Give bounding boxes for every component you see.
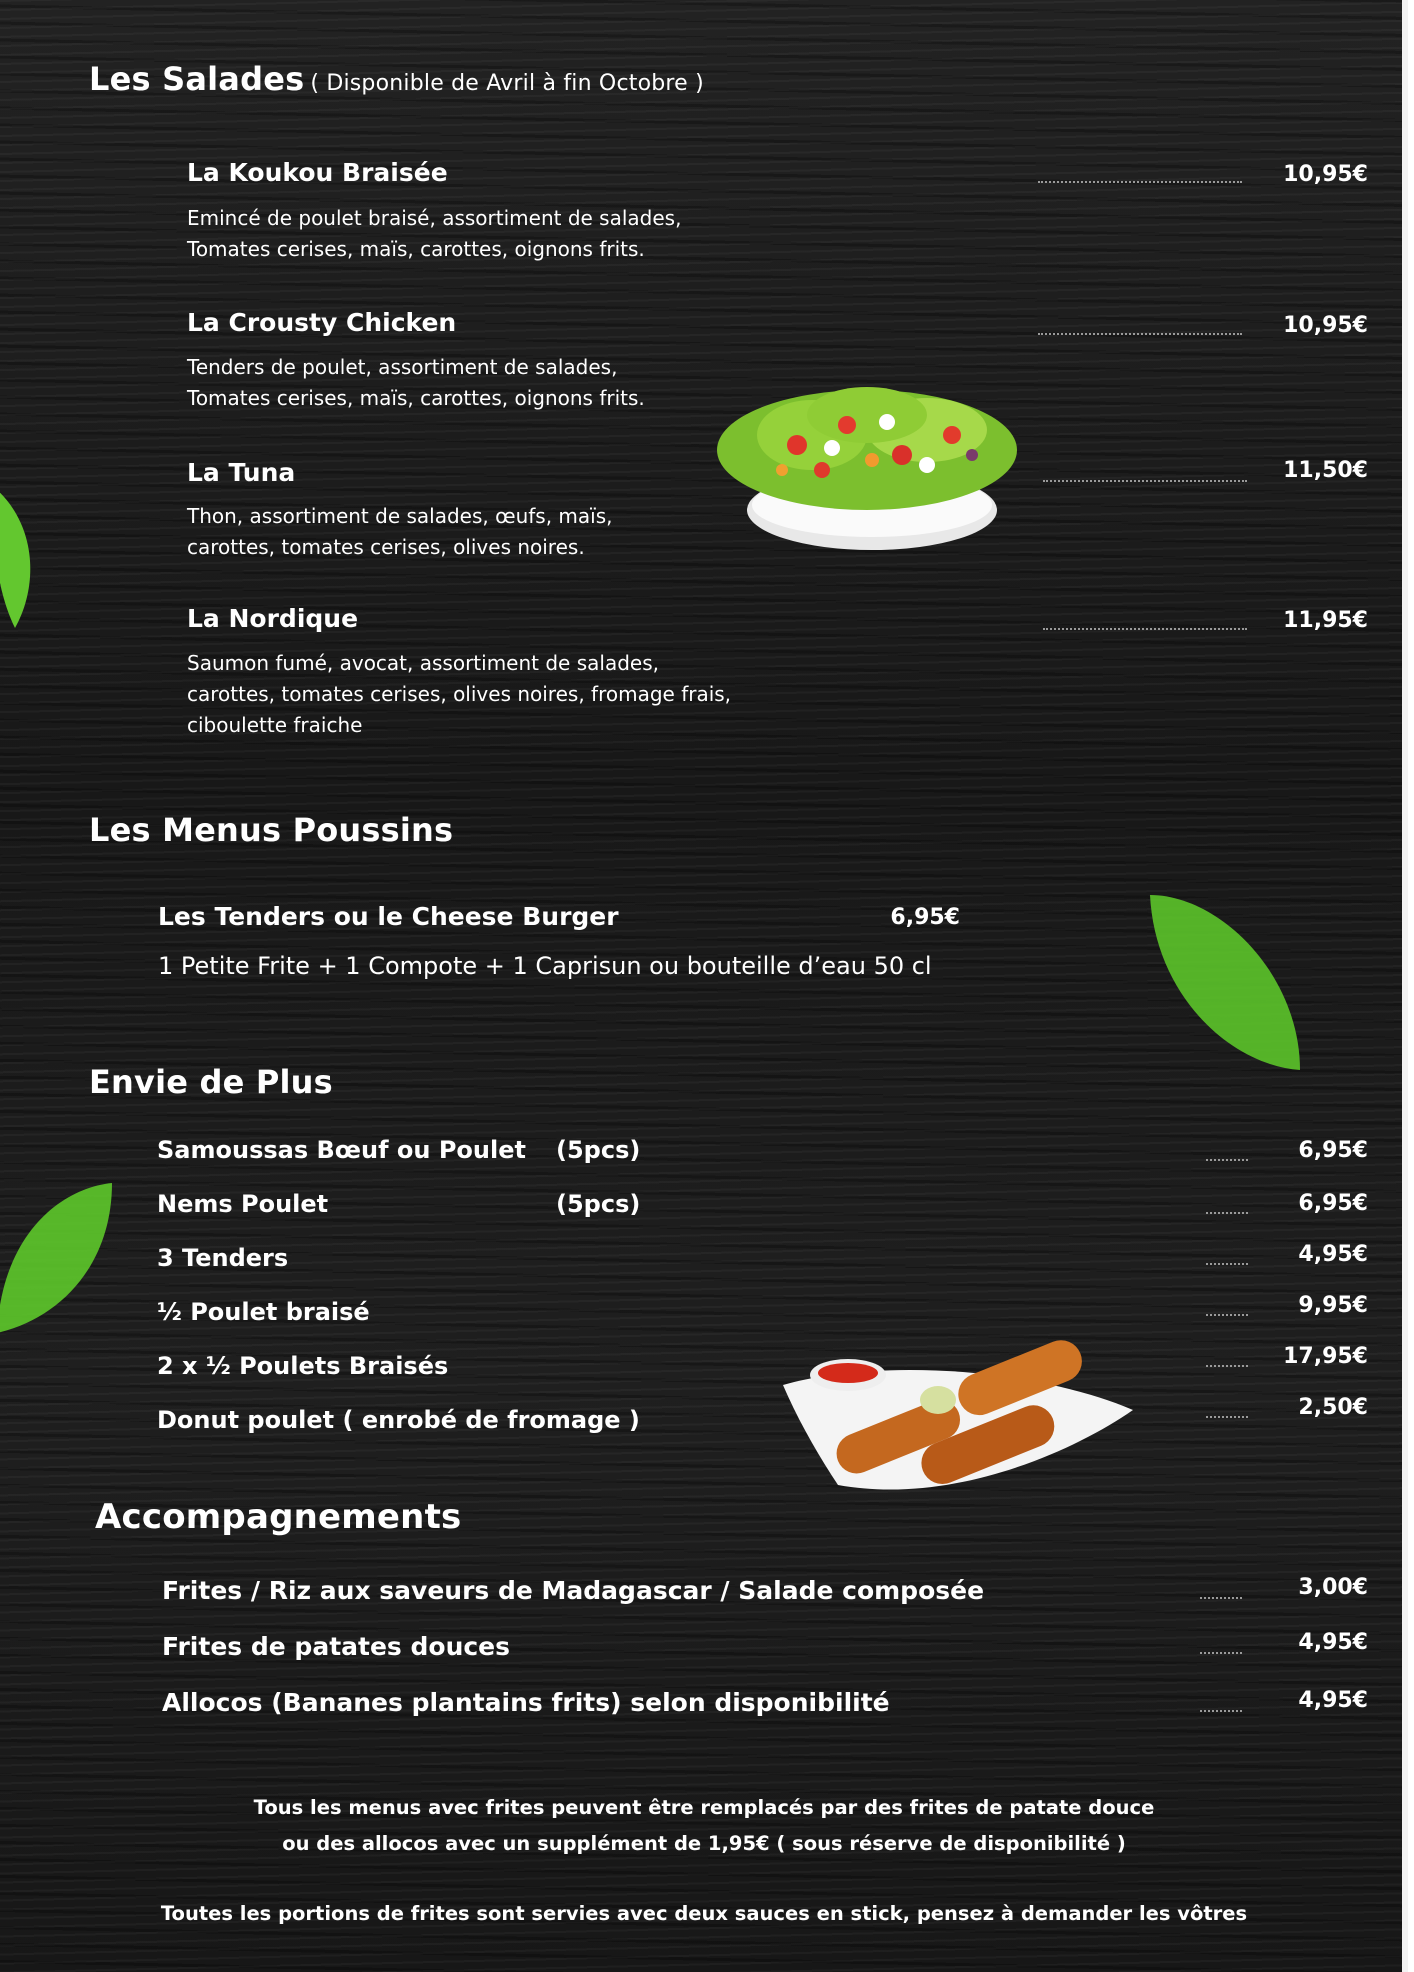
plus-item-demi-poulet-price: 9,95€ (1298, 1293, 1368, 1318)
item-tuna-name: La Tuna (187, 458, 296, 487)
plus-item-deux-demi-poulets-price: 17,95€ (1283, 1344, 1368, 1369)
plus-item-donut-price: 2,50€ (1298, 1395, 1368, 1420)
plus-item-samoussas-qty: (5pcs) (556, 1136, 641, 1164)
paper-edge (1402, 0, 1408, 1972)
poussins-item-desc: 1 Petite Frite + 1 Compote + 1 Caprisun ou bouteille d’eau 50 cl (158, 952, 932, 980)
leaf-left-bottom-icon (0, 1178, 117, 1338)
spring-rolls-image (778, 1335, 1138, 1505)
salad-bowl-image (712, 360, 1022, 560)
plus-item-tenders-name: 3 Tenders (157, 1244, 289, 1272)
leaf-left-top-icon (0, 488, 40, 628)
item-nordique-name: La Nordique (187, 604, 359, 633)
plus-item-nems-name: Nems Poulet (157, 1190, 329, 1218)
poussins-section-title: Les Menus Poussins (89, 811, 454, 849)
accomp-item-frites-name: Frites / Riz aux saveurs de Madagascar / Salade composée (162, 1576, 985, 1605)
item-tuna-price: 11,50€ (1283, 458, 1368, 483)
salades-title: Les Salades (89, 60, 305, 98)
accomp-item-patates-price: 4,95€ (1298, 1630, 1368, 1655)
item-crousty-price: 10,95€ (1283, 313, 1368, 338)
dot-leader (1038, 181, 1242, 183)
plus-item-deux-demi-poulets-name: 2 x ½ Poulets Braisés (157, 1352, 449, 1380)
dot-leader (1043, 628, 1247, 630)
footer-note-line-3: Toutes les portions de frites sont servies avec deux sauces en stick, pensez à demander les vôtres (160, 1902, 1248, 1925)
footer-note-line-1: Tous les menus avec frites peuvent être remplacés par des frites de patate douce (253, 1796, 1155, 1819)
item-koukou-name: La Koukou Braisée (187, 158, 448, 187)
item-nordique-desc-1: Saumon fumé, avocat, assortiment de salades, (187, 651, 659, 675)
plus-item-donut-name: Donut poulet ( enrobé de fromage ) (157, 1406, 640, 1434)
plus-item-nems-qty: (5pcs) (556, 1190, 641, 1218)
item-tuna-desc-2: carottes, tomates cerises, olives noires. (187, 535, 585, 559)
item-koukou-desc-1: Emincé de poulet braisé, assortiment de salades, (187, 206, 682, 230)
poussins-item-price: 6,95€ (890, 905, 960, 930)
dot-leader (1038, 333, 1242, 335)
leaf-right-icon (1140, 885, 1310, 1085)
accomp-item-allocos-price: 4,95€ (1298, 1688, 1368, 1713)
plus-item-samoussas-name: Samoussas Bœuf ou Poulet (157, 1136, 526, 1164)
accomp-item-frites-price: 3,00€ (1298, 1575, 1368, 1600)
plus-item-demi-poulet-name: ½ Poulet braisé (157, 1298, 370, 1326)
accomp-item-patates-name: Frites de patates douces (162, 1632, 511, 1661)
footer-note-line-2: ou des allocos avec un supplément de 1,95€ ( sous réserve de disponibilité ) (282, 1832, 1126, 1855)
plus-item-nems-price: 6,95€ (1298, 1191, 1368, 1216)
item-tuna-desc-1: Thon, assortiment de salades, œufs, maïs, (187, 504, 613, 528)
item-nordique-desc-3: ciboulette fraiche (187, 713, 363, 737)
item-crousty-desc-2: Tomates cerises, maïs, carottes, oignons frits. (187, 386, 645, 410)
item-nordique-price: 11,95€ (1283, 608, 1368, 633)
plus-item-tenders-price: 4,95€ (1298, 1242, 1368, 1267)
salades-section-title (89, 60, 704, 98)
item-nordique-desc-2: carottes, tomates cerises, olives noires, fromage frais, (187, 682, 732, 706)
dot-leader (1043, 480, 1247, 482)
accomp-item-allocos-name: Allocos (Bananes plantains frits) selon disponibilité (162, 1688, 890, 1717)
item-crousty-name: La Crousty Chicken (187, 308, 457, 337)
item-koukou-price: 10,95€ (1283, 162, 1368, 187)
poussins-item-name: Les Tenders ou le Cheese Burger (158, 902, 619, 931)
salades-availability-note: ( Disponible de Avril à fin Octobre ) (310, 71, 704, 96)
plus-section-title: Envie de Plus (89, 1063, 333, 1101)
accomp-section-title: Accompagnements (95, 1497, 462, 1537)
plus-item-samoussas-price: 6,95€ (1298, 1138, 1368, 1163)
item-koukou-desc-2: Tomates cerises, maïs, carottes, oignons frits. (187, 237, 645, 261)
item-crousty-desc-1: Tenders de poulet, assortiment de salades, (187, 355, 618, 379)
